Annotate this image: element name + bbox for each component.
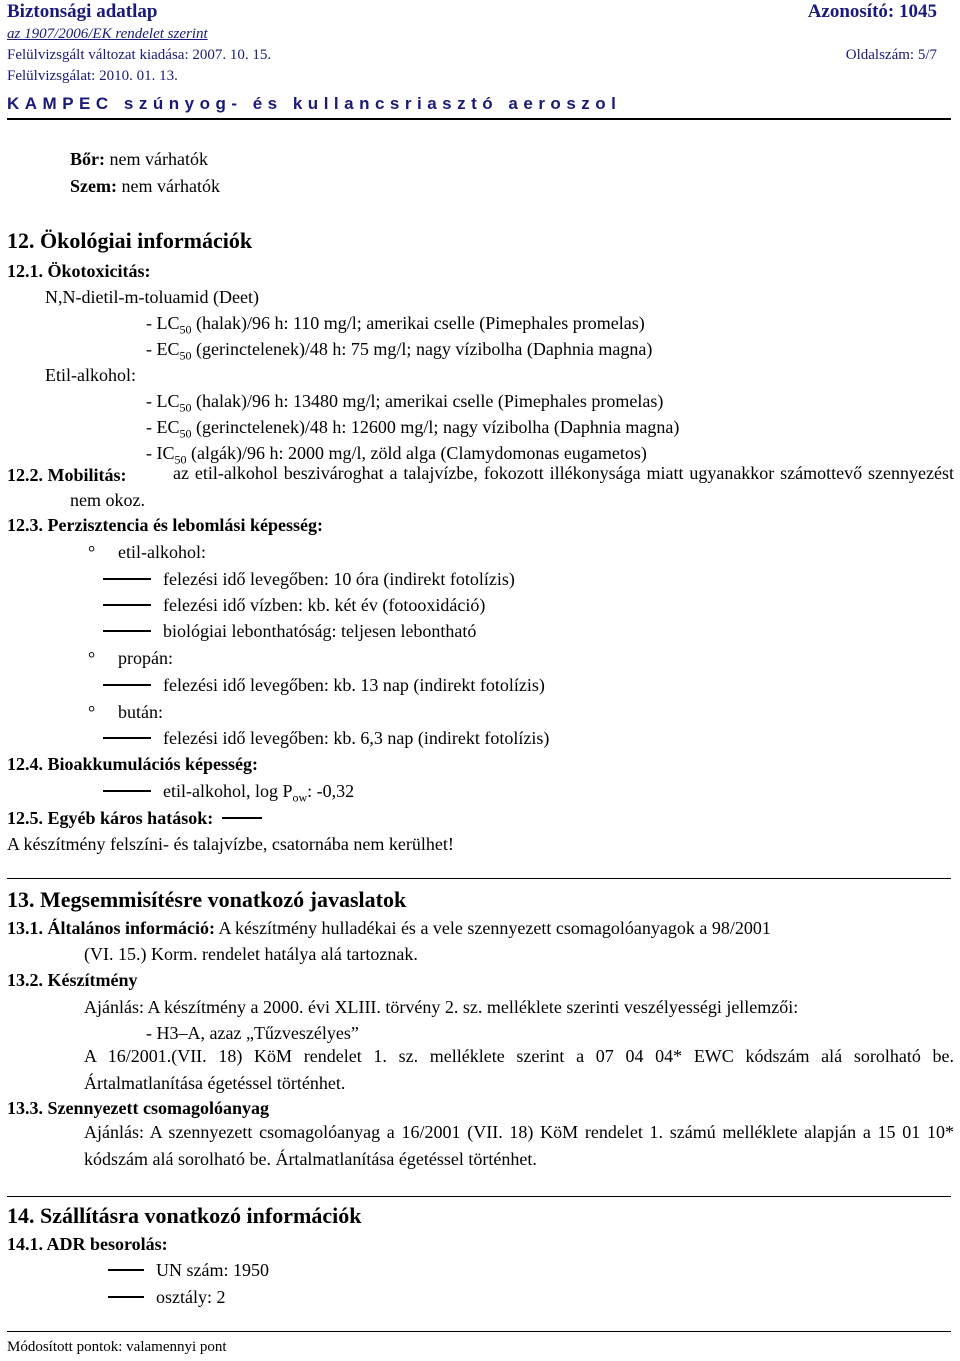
modified-sections: Módosított pontok: valamennyi pont	[7, 1339, 227, 1355]
dash-mark	[103, 578, 151, 580]
other-effects-text: A készítmény felszíni- és talajvízbe, csatornába nem kerülhet!	[7, 834, 454, 854]
other-effects-heading: 12.5. Egyéb káros hatások:	[7, 807, 274, 829]
adr-heading: 14.1. ADR besorolás:	[7, 1234, 168, 1254]
product-hazard-class: - H3–A, azaz „Tűzveszélyes”	[146, 1023, 359, 1043]
section-13-divider	[7, 1196, 951, 1197]
ethanol-ic50-line: - $IC_{50}$ (algák)/96 h: 2000 mg/l, zöld alga (Clamydomonas eugametos)	[146, 443, 647, 467]
dash-mark	[103, 604, 151, 606]
footer-divider	[7, 1331, 951, 1332]
revised-version: Felülvizsgált változat kiadása: 2007. 10. 15.	[7, 47, 272, 63]
regulation-reference: az 1907/2006/EK rendelet szerint	[7, 26, 208, 42]
section-12-divider	[7, 878, 951, 879]
skin-label: Bőr:	[70, 149, 105, 169]
ethanol-ec50-line: - $EC_{50}$ (gerinctelenek)/48 h: 12600 mg/l; nagy vízibolha (Daphnia magna)	[146, 417, 680, 441]
bullet-butane: ° bután:	[88, 702, 163, 722]
persistence-heading: 12.3. Perzisztencia és lebomlási képesség:	[7, 515, 323, 535]
eye-line	[70, 175, 220, 197]
dash-mark	[222, 817, 262, 819]
general-info-line-2: (VI. 15.) Korm. rendelet hatálya alá tartoznak.	[84, 944, 418, 964]
persistence-ethanol-biodeg: biológiai lebonthatóság: teljesen lebontható	[103, 620, 476, 642]
persistence-butane-air: felezési idő levegőben: kb. 6,3 nap (indirekt fotolízis)	[103, 727, 549, 749]
bioaccumulation-heading: 12.4. Bioakkumulációs képesség:	[7, 754, 259, 774]
eye-value: nem várhatók	[116, 176, 220, 196]
header-divider	[7, 118, 951, 120]
bullet-propane: ° propán:	[88, 648, 173, 668]
document-identifier: Azonosító: 1045	[807, 1, 937, 22]
section-12-heading: 12. Ökológiai információk	[7, 228, 253, 253]
bioaccumulation-line: etil-alkohol, $\log P_{ow}$: -0,32	[103, 780, 354, 802]
deet-name: N,N-dietil-m-toluamid (Deet)	[45, 287, 259, 307]
section-13-heading: 13. Megsemmisítésre vonatkozó javaslatok	[7, 887, 407, 912]
dash-mark	[108, 1296, 144, 1298]
dash-mark	[103, 790, 151, 792]
general-info-line: 13.1. Általános információ: A készítmény hulladékai és a vele szennyezett csomagolóanyagok a 98/2001	[7, 918, 771, 938]
product-ewc-text: A 16/2001.(VII. 18) KöM rendelet 1. sz. melléklete szerint a 07 04 04* EWC kódszám alá sorolható be. Ártalmatlanítása égetéssel történhet.	[84, 1046, 954, 1093]
skin-value: nem várhatók	[105, 149, 208, 169]
eye-label: Szem:	[70, 176, 117, 196]
product-heading: 13.2. Készítmény	[7, 970, 138, 990]
packaging-text: Ajánlás: A szennyezett csomagolóanyag a 16/2001 (VII. 18) KöM rendelet 1. számú melléklete alapján a 15 01 10* kódszám alá sorolható be. Ártalmatlanítása égetéssel történhet.	[84, 1122, 954, 1169]
persistence-propane-air: felezési idő levegőben: kb. 13 nap (indirekt fotolízis)	[103, 674, 545, 696]
un-number: UN szám: 1950	[108, 1259, 269, 1281]
page-number: Oldalszám: 5/7	[845, 47, 937, 63]
dash-mark	[103, 684, 151, 686]
product-recommendation: Ajánlás: A készítmény a 2000. évi XLIII. törvény 2. sz. melléklete szerinti veszélyességi jellemzői:	[84, 997, 799, 1017]
transport-class: osztály: 2	[108, 1286, 226, 1308]
document-title: Biztonsági adatlap	[7, 1, 158, 22]
deet-ec50-line: - $EC_{50}$ (gerinctelenek)/48 h: 75 mg/l; nagy vízibolha (Daphnia magna)	[146, 339, 653, 363]
ethanol-lc50-line: - $LC_{50}$ (halak)/96 h: 13480 mg/l; amerikai cselle (Pimephales promelas)	[146, 391, 664, 415]
revision-date: Felülvizsgálat: 2010. 01. 13.	[7, 68, 178, 84]
dash-mark	[103, 630, 151, 632]
product-name: KAMPEC szúnyog- és kullancsriasztó aeroszol	[7, 94, 622, 113]
persistence-ethanol-water: felezési idő vízben: kb. két év (fotooxidáció)	[103, 594, 485, 616]
section-14-heading: 14. Szállításra vonatkozó információk	[7, 1203, 362, 1228]
packaging-heading: 13.3. Szennyezett csomagolóanyag	[7, 1098, 269, 1118]
mobility-label: 12.2. Mobilitás:	[7, 465, 127, 485]
dash-mark	[108, 1269, 144, 1271]
deet-lc50-line: - $LC_{50}$ (halak)/96 h: 110 mg/l; amerikai cselle (Pimephales promelas)	[146, 313, 645, 337]
ethanol-name: Etil-alkohol:	[45, 365, 136, 385]
mobility-text: az etil-alkohol beszivároghat a talajvízbe, fokozott illékonysága miatt ugyanakkor számottevő szennyezést nem okoz.	[70, 463, 954, 510]
persistence-ethanol-air: felezési idő levegőben: 10 óra (indirekt fotolízis)	[103, 568, 515, 590]
skin-line	[70, 148, 208, 170]
ecotoxicity-heading: 12.1. Ökotoxicitás:	[7, 261, 151, 281]
bullet-ethanol: ° etil-alkohol:	[88, 542, 206, 562]
dash-mark	[103, 737, 151, 739]
